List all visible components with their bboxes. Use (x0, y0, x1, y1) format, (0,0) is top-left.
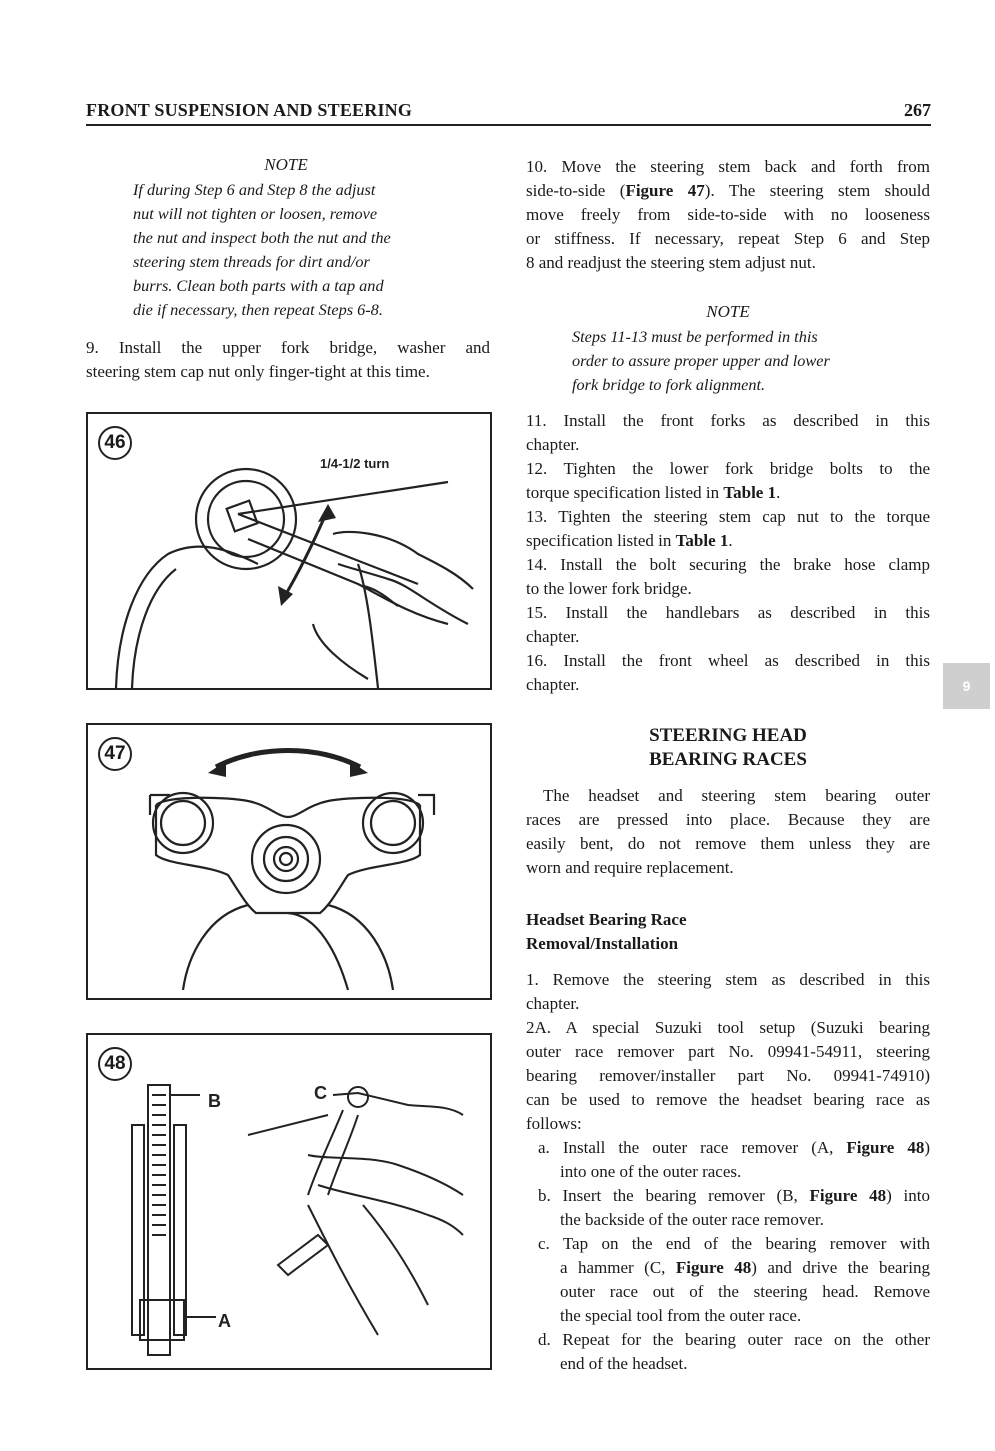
note-line: Steps 11-13 must be performed in this (572, 327, 818, 346)
note-line: the nut and inspect both the nut and the (133, 228, 391, 247)
text-line: worn and require replacement. (526, 858, 734, 877)
text-line: chapter. (526, 994, 580, 1013)
text-line: The headset and steering stem bearing outer (543, 786, 930, 805)
note-line: burrs. Clean both parts with a tap and (133, 276, 384, 295)
bold-reference: Table 1 (675, 531, 729, 550)
text-line: a. Install the outer race remover (A, Figure 48) (538, 1138, 930, 1157)
text-line: or stiffness. If necessary, repeat Step 6 and Step (526, 229, 930, 248)
page-header (86, 98, 931, 126)
text-line: chapter. (526, 435, 580, 454)
note-line: die if necessary, then repeat Steps 6-8. (133, 300, 383, 319)
bold-reference: Figure 48 (809, 1186, 887, 1205)
substep-a (538, 1136, 930, 1184)
heading-line: BEARING RACES (649, 749, 807, 770)
text-line: 10. Move the steering stem back and forth from (526, 157, 930, 176)
fork-cap-nut-illustration (88, 414, 490, 688)
text-line: torque specification listed in Table 1. (526, 483, 781, 502)
text-line: specification listed in Table 1. (526, 531, 733, 550)
text-line: a hammer (C, Figure 48) and drive the bearing (560, 1258, 930, 1277)
text-line: races are pressed into place. Because they are (526, 810, 930, 829)
text-line: d. Repeat for the bearing outer race on the other (538, 1330, 930, 1349)
chapter-title: FRONT SUSPENSION AND STEERING (86, 100, 413, 120)
turn-label: 1/4-1/2 turn (320, 456, 390, 471)
step-9 (86, 336, 490, 384)
text-line: to the lower fork bridge. (526, 579, 692, 598)
label-c: C (314, 1083, 327, 1103)
text-line: follows: (526, 1114, 582, 1133)
note-line: nut will not tighten or loosen, remove (133, 204, 378, 223)
text-line: end of the headset. (560, 1354, 688, 1373)
text-line: bearing remover/installer part No. 09941-74910) (526, 1066, 930, 1085)
figure-47 (86, 723, 492, 1000)
note-body-left (133, 178, 391, 322)
chapter-thumb-tab: 9 (943, 663, 990, 709)
section-intro (526, 784, 930, 880)
substep-b (538, 1184, 930, 1232)
text-line: b. Insert the bearing remover (B, Figure 48) into (538, 1186, 930, 1205)
text-line: 16. Install the front wheel as described in this (526, 651, 930, 670)
text-line: 12. Tighten the lower fork bridge bolts to the (526, 459, 930, 478)
section-heading (526, 724, 930, 772)
note-line: order to assure proper upper and lower (572, 351, 830, 370)
note-body-right (572, 325, 830, 397)
heading-line: Headset Bearing Race (526, 910, 687, 929)
text-line: 14. Install the bolt securing the brake hose clamp (526, 555, 930, 574)
text-line: chapter. (526, 675, 580, 694)
text-line: the backside of the outer race remover. (560, 1210, 824, 1229)
text-line: move freely from side-to-side with no looseness (526, 205, 930, 224)
note-title-right: NOTE (706, 302, 750, 321)
text-line: into one of the outer races. (560, 1162, 742, 1181)
text-line: easily bent, do not remove them unless they are (526, 834, 930, 853)
text-line: the special tool from the outer race. (560, 1306, 802, 1325)
bold-reference: Figure 47 (625, 181, 705, 200)
text-line: 8 and readjust the steering stem adjust nut. (526, 253, 816, 272)
text-line: 13. Tighten the steering stem cap nut to the torque (526, 507, 930, 526)
bearing-tool-illustration (88, 1035, 490, 1368)
label-a: A (218, 1311, 231, 1331)
text-line: can be used to remove the headset bearing race as (526, 1090, 930, 1109)
text-line: steering stem cap nut only finger-tight at this time. (86, 362, 430, 381)
fork-bridge-illustration (88, 725, 490, 998)
text-line: 15. Install the handlebars as described in this (526, 603, 930, 622)
substep-d (538, 1328, 930, 1376)
text-line: side-to-side (Figure 47). The steering stem should (526, 181, 930, 200)
note-line: steering stem threads for dirt and/or (133, 252, 370, 271)
subsection-heading (526, 908, 687, 956)
bold-reference: Table 1 (723, 483, 777, 502)
page-number: 267 (904, 100, 931, 120)
text-line: outer race remover part No. 09941-54911, steering (526, 1042, 930, 1061)
substep-c (538, 1232, 930, 1328)
bold-reference: Figure 48 (846, 1138, 925, 1157)
figure-number: 47 (98, 737, 132, 771)
steps-11-16 (526, 409, 930, 697)
step-10 (526, 155, 930, 275)
note-line: fork bridge to fork alignment. (572, 375, 766, 394)
bold-reference: Figure 48 (675, 1258, 752, 1277)
text-line: 9. Install the upper fork bridge, washer and (86, 338, 490, 357)
figure-48 (86, 1033, 492, 1370)
text-line: 2A. A special Suzuki tool setup (Suzuki bearing (526, 1018, 930, 1037)
text-line: outer race out of the steering head. Remove (560, 1282, 930, 1301)
label-b: B (208, 1091, 221, 1111)
text-line: 1. Remove the steering stem as described in this (526, 970, 930, 989)
heading-line: STEERING HEAD (649, 725, 807, 746)
step-2a (526, 1016, 930, 1136)
note-title-left: NOTE (264, 155, 308, 174)
figure-46 (86, 412, 492, 690)
heading-line: Removal/Installation (526, 934, 679, 953)
figure-number: 46 (98, 426, 132, 460)
text-line: chapter. (526, 627, 580, 646)
text-line: 11. Install the front forks as described in this (526, 411, 930, 430)
note-line: If during Step 6 and Step 8 the adjust (133, 180, 376, 199)
step-1 (526, 968, 930, 1016)
text-line: c. Tap on the end of the bearing remover with (538, 1234, 930, 1253)
figure-number: 48 (98, 1047, 132, 1081)
